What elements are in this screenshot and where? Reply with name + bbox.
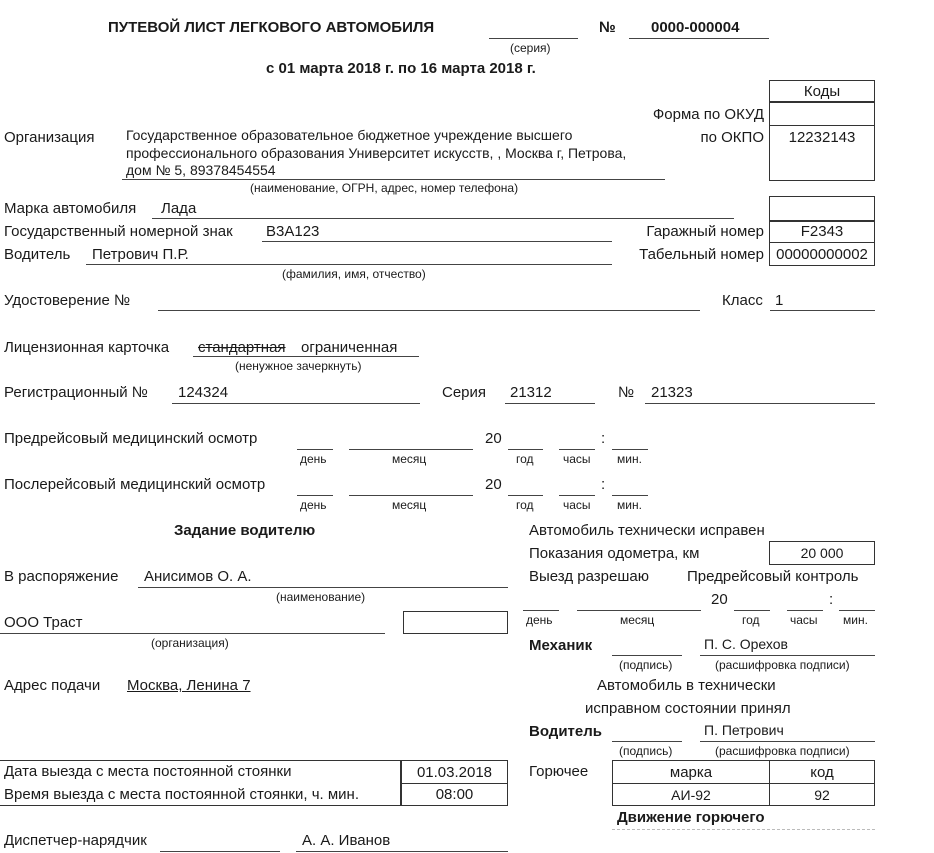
exit-year-prefix: 20 [711, 591, 728, 608]
departure-date-label: Дата выезда с места постоянной стоянки [4, 763, 292, 780]
fuel-brand-header: марка [669, 763, 713, 781]
post-year-line [508, 495, 543, 496]
fuel-movement-title: Движение горючего [617, 809, 765, 826]
odometer-box [769, 541, 875, 565]
tab-value: 00000000002 [776, 245, 868, 263]
registration-line [172, 403, 420, 404]
tech-driver-decode-caption: (расшифровка подписи) [715, 744, 850, 758]
organization-label: Организация [4, 129, 95, 146]
card-caption: (ненужное зачеркнуть) [235, 359, 362, 373]
mechanic-name-line [700, 655, 875, 656]
post-month-caption: месяц [392, 498, 427, 512]
exit-minutes-caption: мин. [843, 613, 868, 627]
codes-header [769, 80, 875, 103]
class-label: Класс [722, 292, 763, 309]
okud-separator [769, 125, 875, 126]
post-hours-line [559, 495, 595, 496]
card-label: Лицензионная карточка [4, 339, 170, 356]
card-line [193, 356, 419, 357]
driver-caption: (фамилия, имя, отчество) [282, 267, 426, 281]
driver-line [86, 264, 612, 265]
org-code-box [403, 611, 508, 634]
brand-line [152, 218, 734, 219]
pre-minutes-line [612, 449, 648, 450]
registration-label: Регистрационный № [4, 384, 148, 401]
post-day-caption: день [300, 498, 327, 512]
plate-label: Государственный номерной знак [4, 223, 233, 240]
codes-title: Коды [803, 83, 841, 100]
license-label: Удостоверение № [4, 292, 131, 309]
address-label: Адрес подачи [4, 677, 101, 694]
accepted-line1: Автомобиль в технически [597, 677, 776, 694]
exit-day-caption: день [526, 613, 553, 627]
post-day-line [297, 495, 333, 496]
fuel-code-header: код [810, 763, 834, 781]
license-line [158, 310, 700, 311]
registration-num-label: № [618, 384, 635, 401]
pre-day-line [297, 449, 333, 450]
fuel-code-header-cell [769, 760, 875, 784]
task-title: Задание водителю [174, 522, 316, 539]
dispatcher-name-line [296, 851, 508, 852]
exit-hours-caption: часы [790, 613, 818, 627]
dispatcher-sign-line [160, 851, 280, 852]
okud-label: Форма по ОКУД [652, 106, 764, 123]
exit-colon: : [829, 591, 834, 608]
exit-month-caption: месяц [620, 613, 655, 627]
org-line [0, 633, 385, 634]
organization-line [122, 179, 665, 180]
tab-cell [769, 242, 875, 266]
class-line [770, 310, 875, 311]
pre-hours-caption: часы [563, 452, 591, 466]
brand-label: Марка автомобиля [4, 200, 137, 217]
exit-day-line [523, 610, 559, 611]
tech-driver-name-line [700, 741, 875, 742]
technical-ok: Автомобиль технически исправен [529, 522, 765, 539]
disposal-label: В распоряжение [4, 568, 119, 585]
mechanic-sign-caption: (подпись) [619, 658, 673, 672]
pre-year-caption: год [516, 452, 534, 466]
disposal-line [138, 587, 508, 588]
odometer-value: 20 000 [800, 545, 844, 561]
accepted-line2: исправном состоянии принял [585, 700, 791, 717]
tab-label: Табельный номер [639, 246, 764, 263]
exit-allowed: Выезд разрешаю [529, 568, 649, 585]
garage-cell [769, 220, 875, 243]
tech-driver-label: Водитель [529, 723, 602, 740]
tech-driver-sign-caption: (подпись) [619, 744, 673, 758]
departure-time: 08:00 [435, 786, 474, 803]
pre-year-line [508, 449, 543, 450]
okpo-value: 12232143 [788, 129, 856, 146]
address-value: Москва, Ленина 7 [127, 677, 251, 694]
registration-series-line [505, 403, 595, 404]
plate-line [262, 241, 612, 242]
organization-line3: дом № 5, 89378454554 [126, 162, 276, 178]
pre-month-line [349, 449, 473, 450]
pre-colon: : [601, 430, 606, 447]
fuel-label: Горючее [529, 763, 589, 780]
fuel-movement-top-border [612, 829, 875, 830]
mechanic-decode-caption: (расшифровка подписи) [715, 658, 850, 672]
codes-empty-cell [769, 196, 875, 222]
document-number: 0000-000004 [651, 19, 740, 36]
organization-caption: (наименование, ОГРН, адрес, номер телефона) [250, 181, 519, 195]
class-value: 1 [775, 292, 784, 309]
brand-value: Лада [161, 200, 197, 217]
exit-month-line [577, 610, 701, 611]
registration-num-line [645, 403, 875, 404]
pre-minutes-caption: мин. [617, 452, 642, 466]
post-colon: : [601, 476, 606, 493]
registration-series-label: Серия [442, 384, 487, 401]
pre-day-caption: день [300, 452, 327, 466]
organization-line1: Государственное образовательное бюджетное учреждение высшего [126, 127, 573, 143]
post-minutes-line [612, 495, 648, 496]
document-title: ПУТЕВОЙ ЛИСТ ЛЕГКОВОГО АВТОМОБИЛЯ [108, 19, 435, 36]
disposal-caption: (наименование) [276, 590, 366, 604]
card-limited: ограниченная [301, 339, 398, 356]
org-value: ООО Траст [4, 614, 83, 631]
post-year-caption: год [516, 498, 534, 512]
org-caption: (организация) [151, 636, 229, 650]
plate-value: В3А123 [266, 223, 320, 240]
dispatcher-label: Диспетчер-нарядчик [4, 832, 147, 849]
driver-value: Петрович П.Р. [92, 246, 189, 263]
tech-driver-name: П. Петрович [704, 722, 784, 738]
pre-year-prefix: 20 [485, 430, 502, 447]
organization-line2: профессионального образования Университет искусств, , Москва г, Петрова, [126, 145, 627, 161]
registration-number: 124324 [178, 384, 229, 401]
fuel-brand-cell [612, 783, 770, 806]
pre-medical-label: Предрейсовый медицинский осмотр [4, 430, 258, 447]
exit-year-caption: год [742, 613, 760, 627]
departure-time-box [401, 783, 508, 806]
fuel-code-cell [769, 783, 875, 806]
post-month-line [349, 495, 473, 496]
departure-date: 01.03.2018 [416, 763, 493, 781]
fuel-code: 92 [814, 786, 830, 803]
disposal-value: Анисимов О. А. [144, 568, 252, 585]
odometer-label: Показания одометра, км [529, 545, 700, 562]
exit-minutes-line [839, 610, 875, 611]
pre-hours-line [559, 449, 595, 450]
pre-control: Предрейсовый контроль [687, 568, 859, 585]
fuel-brand: АИ-92 [671, 786, 711, 803]
card-standard: стандартная [198, 339, 286, 356]
tech-driver-sign-line [612, 741, 682, 742]
series-line [489, 38, 578, 39]
registration-num: 21323 [651, 384, 693, 401]
registration-series: 21312 [510, 384, 552, 401]
mechanic-label: Механик [529, 637, 593, 654]
departure-time-label: Время выезда с места постоянной стоянки, ч. мин. [4, 786, 360, 803]
exit-hours-line [787, 610, 823, 611]
dispatcher-name: А. А. Иванов [302, 832, 391, 849]
number-line [629, 38, 769, 39]
exit-year-line [734, 610, 770, 611]
driver-label: Водитель [4, 246, 71, 263]
fuel-brand-header-cell [612, 760, 770, 784]
okpo-label: по ОКПО [700, 129, 764, 146]
post-hours-caption: часы [563, 498, 591, 512]
mechanic-name: П. С. Орехов [704, 636, 788, 652]
number-sign: № [599, 19, 616, 36]
mechanic-sign-line [612, 655, 682, 656]
post-minutes-caption: мин. [617, 498, 642, 512]
period: с 01 марта 2018 г. по 16 марта 2018 г. [266, 60, 536, 77]
departure-date-box [401, 760, 508, 784]
garage-value: F2343 [800, 223, 844, 240]
garage-label: Гаражный номер [646, 223, 764, 240]
series-caption: (серия) [510, 41, 551, 55]
post-year-prefix: 20 [485, 476, 502, 493]
post-medical-label: Послерейсовый медицинский осмотр [4, 476, 266, 493]
pre-month-caption: месяц [392, 452, 427, 466]
